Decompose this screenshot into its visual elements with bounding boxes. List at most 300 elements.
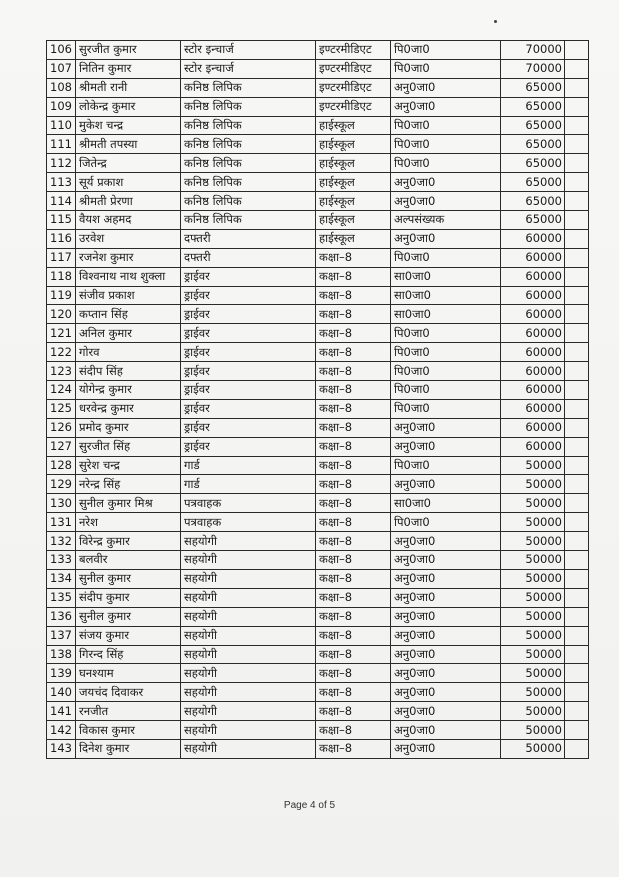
category-cell: पि0जा0 <box>391 381 501 400</box>
category-cell: अनु0जा0 <box>391 739 501 758</box>
salary-cell: 70000 <box>501 59 565 78</box>
salary-cell: 50000 <box>501 551 565 570</box>
category-cell: पि0जा0 <box>391 324 501 343</box>
blank-cell <box>565 645 589 664</box>
name-cell: रनजीत <box>76 702 181 721</box>
qualification-cell: कक्षा–8 <box>316 343 391 362</box>
blank-cell <box>565 456 589 475</box>
table-row <box>47 532 589 551</box>
serial-cell: 118 <box>47 267 76 286</box>
qualification-cell: कक्षा–8 <box>316 532 391 551</box>
category-cell: अनु0जा0 <box>391 437 501 456</box>
name-cell: संजय कुमार <box>76 626 181 645</box>
qualification-cell: कक्षा–8 <box>316 683 391 702</box>
category-cell: अनु0जा0 <box>391 702 501 721</box>
table-row <box>47 305 589 324</box>
qualification-cell: हाईस्कूल <box>316 173 391 192</box>
name-cell: नरेश <box>76 513 181 532</box>
qualification-cell: कक्षा–8 <box>316 588 391 607</box>
salary-cell: 60000 <box>501 437 565 456</box>
blank-cell <box>565 362 589 381</box>
category-cell: अनु0जा0 <box>391 78 501 97</box>
category-cell: अनु0जा0 <box>391 173 501 192</box>
post-cell: कनिष्ठ लिपिक <box>181 192 316 211</box>
table-row <box>47 154 589 173</box>
salary-cell: 70000 <box>501 41 565 60</box>
qualification-cell: कक्षा–8 <box>316 475 391 494</box>
blank-cell <box>565 173 589 192</box>
salary-cell: 50000 <box>501 475 565 494</box>
category-cell: अनु0जा0 <box>391 683 501 702</box>
serial-cell: 135 <box>47 588 76 607</box>
post-cell: ड्राईवर <box>181 362 316 381</box>
qualification-cell: हाईस्कूल <box>316 229 391 248</box>
salary-cell: 50000 <box>501 588 565 607</box>
category-cell: अनु0जा0 <box>391 229 501 248</box>
category-cell: अनु0जा0 <box>391 475 501 494</box>
table-row <box>47 456 589 475</box>
blank-cell <box>565 286 589 305</box>
blank-cell <box>565 135 589 154</box>
table-row <box>47 248 589 267</box>
salary-cell: 50000 <box>501 532 565 551</box>
name-cell: लोकेन्द्र कुमार <box>76 97 181 116</box>
category-cell: अनु0जा0 <box>391 418 501 437</box>
qualification-cell: कक्षा–8 <box>316 721 391 740</box>
name-cell: रजनेश कुमार <box>76 248 181 267</box>
blank-cell <box>565 41 589 60</box>
qualification-cell: कक्षा–8 <box>316 362 391 381</box>
table-row <box>47 343 589 362</box>
qualification-cell: कक्षा–8 <box>316 267 391 286</box>
category-cell: सा0जा0 <box>391 305 501 324</box>
serial-cell: 113 <box>47 173 76 192</box>
post-cell: ड्राईवर <box>181 343 316 362</box>
table-row <box>47 513 589 532</box>
salary-cell: 50000 <box>501 739 565 758</box>
salary-cell: 60000 <box>501 381 565 400</box>
post-cell: सहयोगी <box>181 683 316 702</box>
post-cell: स्टोर इन्चार्ज <box>181 41 316 60</box>
blank-cell <box>565 683 589 702</box>
name-cell: वैयश अहमद <box>76 211 181 230</box>
serial-cell: 115 <box>47 211 76 230</box>
post-cell: कनिष्ठ लिपिक <box>181 135 316 154</box>
serial-cell: 138 <box>47 645 76 664</box>
page-number: Page 4 of 5 <box>283 800 336 811</box>
salary-cell: 65000 <box>501 192 565 211</box>
table-row <box>47 211 589 230</box>
table-row <box>47 286 589 305</box>
name-cell: बलवीर <box>76 551 181 570</box>
name-cell: श्रीमती प्रेरणा <box>76 192 181 211</box>
salary-cell: 60000 <box>501 362 565 381</box>
serial-cell: 114 <box>47 192 76 211</box>
category-cell: पि0जा0 <box>391 154 501 173</box>
post-cell: गार्ड <box>181 475 316 494</box>
serial-cell: 117 <box>47 248 76 267</box>
table-row <box>47 475 589 494</box>
serial-cell: 111 <box>47 135 76 154</box>
qualification-cell: कक्षा–8 <box>316 399 391 418</box>
name-cell: कप्तान सिंह <box>76 305 181 324</box>
qualification-cell: कक्षा–8 <box>316 607 391 626</box>
category-cell: अल्पसंख्यक <box>391 211 501 230</box>
salary-cell: 65000 <box>501 173 565 192</box>
table-row <box>47 78 589 97</box>
post-cell: दफ्तरी <box>181 248 316 267</box>
salary-cell: 65000 <box>501 116 565 135</box>
name-cell: सुरेश चन्द्र <box>76 456 181 475</box>
salary-cell: 60000 <box>501 305 565 324</box>
category-cell: अनु0जा0 <box>391 645 501 664</box>
name-cell: उरवेश <box>76 229 181 248</box>
salary-cell: 60000 <box>501 267 565 286</box>
table-row <box>47 664 589 683</box>
category-cell: पि0जा0 <box>391 59 501 78</box>
serial-cell: 106 <box>47 41 76 60</box>
qualification-cell: कक्षा–8 <box>316 551 391 570</box>
serial-cell: 107 <box>47 59 76 78</box>
post-cell: सहयोगी <box>181 607 316 626</box>
table-row <box>47 569 589 588</box>
serial-cell: 119 <box>47 286 76 305</box>
qualification-cell: हाईस्कूल <box>316 211 391 230</box>
blank-cell <box>565 607 589 626</box>
qualification-cell: हाईस्कूल <box>316 116 391 135</box>
post-cell: ड्राईवर <box>181 381 316 400</box>
qualification-cell: कक्षा–8 <box>316 513 391 532</box>
blank-cell <box>565 381 589 400</box>
name-cell: नरेन्द्र सिंह <box>76 475 181 494</box>
blank-cell <box>565 721 589 740</box>
blank-cell <box>565 97 589 116</box>
post-cell: कनिष्ठ लिपिक <box>181 154 316 173</box>
category-cell: पि0जा0 <box>391 399 501 418</box>
name-cell: गोरव <box>76 343 181 362</box>
serial-cell: 124 <box>47 381 76 400</box>
blank-cell <box>565 437 589 456</box>
table-row <box>47 192 589 211</box>
serial-cell: 142 <box>47 721 76 740</box>
category-cell: पि0जा0 <box>391 135 501 154</box>
name-cell: संदीप कुमार <box>76 588 181 607</box>
qualification-cell: कक्षा–8 <box>316 324 391 343</box>
serial-cell: 132 <box>47 532 76 551</box>
qualification-cell: कक्षा–8 <box>316 286 391 305</box>
serial-cell: 143 <box>47 739 76 758</box>
table-row <box>47 116 589 135</box>
serial-cell: 112 <box>47 154 76 173</box>
name-cell: नितिन कुमार <box>76 59 181 78</box>
post-cell: ड्राईवर <box>181 399 316 418</box>
post-cell: गार्ड <box>181 456 316 475</box>
salary-cell: 60000 <box>501 229 565 248</box>
blank-cell <box>565 305 589 324</box>
post-cell: ड्राईवर <box>181 286 316 305</box>
blank-cell <box>565 324 589 343</box>
category-cell: अनु0जा0 <box>391 588 501 607</box>
table-row <box>47 588 589 607</box>
category-cell: सा0जा0 <box>391 267 501 286</box>
qualification-cell: हाईस्कूल <box>316 192 391 211</box>
blank-cell <box>565 739 589 758</box>
name-cell: जयचंद दिवाकर <box>76 683 181 702</box>
post-cell: पत्रवाहक <box>181 513 316 532</box>
category-cell: अनु0जा0 <box>391 721 501 740</box>
category-cell: सा0जा0 <box>391 494 501 513</box>
post-cell: ड्राईवर <box>181 418 316 437</box>
blank-cell <box>565 229 589 248</box>
salary-cell: 60000 <box>501 286 565 305</box>
table-row <box>47 173 589 192</box>
post-cell: सहयोगी <box>181 645 316 664</box>
serial-cell: 126 <box>47 418 76 437</box>
post-cell: कनिष्ठ लिपिक <box>181 116 316 135</box>
salary-cell: 60000 <box>501 418 565 437</box>
category-cell: पि0जा0 <box>391 456 501 475</box>
post-cell: सहयोगी <box>181 532 316 551</box>
post-cell: ड्राईवर <box>181 267 316 286</box>
name-cell: विरेन्द्र कुमार <box>76 532 181 551</box>
name-cell: योगेन्द्र कुमार <box>76 381 181 400</box>
blank-cell <box>565 569 589 588</box>
table-row <box>47 59 589 78</box>
table-row <box>47 41 589 60</box>
serial-cell: 140 <box>47 683 76 702</box>
name-cell: अनिल कुमार <box>76 324 181 343</box>
table-row <box>47 267 589 286</box>
blank-cell <box>565 702 589 721</box>
name-cell: धरवेन्द्र कुमार <box>76 399 181 418</box>
post-cell: ड्राईवर <box>181 324 316 343</box>
name-cell: दिनेश कुमार <box>76 739 181 758</box>
category-cell: पि0जा0 <box>391 116 501 135</box>
serial-cell: 128 <box>47 456 76 475</box>
table-row <box>47 324 589 343</box>
blank-cell <box>565 494 589 513</box>
category-cell: अनु0जा0 <box>391 551 501 570</box>
qualification-cell: कक्षा–8 <box>316 418 391 437</box>
qualification-cell: कक्षा–8 <box>316 664 391 683</box>
blank-cell <box>565 551 589 570</box>
post-cell: ड्राईवर <box>181 437 316 456</box>
category-cell: अनु0जा0 <box>391 626 501 645</box>
salary-cell: 50000 <box>501 683 565 702</box>
category-cell: पि0जा0 <box>391 248 501 267</box>
post-cell: कनिष्ठ लिपिक <box>181 78 316 97</box>
salary-cell: 50000 <box>501 702 565 721</box>
name-cell: सुरजीत सिंह <box>76 437 181 456</box>
salary-cell: 60000 <box>501 343 565 362</box>
salary-cell: 65000 <box>501 211 565 230</box>
staff-table-body <box>47 41 589 759</box>
serial-cell: 133 <box>47 551 76 570</box>
qualification-cell: कक्षा–8 <box>316 456 391 475</box>
salary-cell: 50000 <box>501 626 565 645</box>
blank-cell <box>565 513 589 532</box>
name-cell: सूर्य प्रकाश <box>76 173 181 192</box>
qualification-cell: कक्षा–8 <box>316 494 391 513</box>
staff-table <box>46 40 589 759</box>
name-cell: संदीप सिंह <box>76 362 181 381</box>
name-cell: विकास कुमार <box>76 721 181 740</box>
name-cell: मुकेश चन्द्र <box>76 116 181 135</box>
blank-cell <box>565 154 589 173</box>
category-cell: अनु0जा0 <box>391 607 501 626</box>
serial-cell: 141 <box>47 702 76 721</box>
post-cell: सहयोगी <box>181 702 316 721</box>
post-cell: पत्रवाहक <box>181 494 316 513</box>
name-cell: जितेन्द्र <box>76 154 181 173</box>
blank-cell <box>565 343 589 362</box>
serial-cell: 122 <box>47 343 76 362</box>
salary-cell: 65000 <box>501 154 565 173</box>
post-cell: सहयोगी <box>181 664 316 683</box>
table-row <box>47 135 589 154</box>
name-cell: सुरजीत कुमार <box>76 41 181 60</box>
qualification-cell: इण्टरमीडिएट <box>316 78 391 97</box>
salary-cell: 50000 <box>501 569 565 588</box>
table-row <box>47 97 589 116</box>
salary-cell: 50000 <box>501 513 565 532</box>
post-cell: ड्राईवर <box>181 305 316 324</box>
serial-cell: 120 <box>47 305 76 324</box>
blank-cell <box>565 211 589 230</box>
blank-cell <box>565 248 589 267</box>
category-cell: सा0जा0 <box>391 286 501 305</box>
serial-cell: 127 <box>47 437 76 456</box>
blank-cell <box>565 418 589 437</box>
table-row <box>47 607 589 626</box>
qualification-cell: हाईस्कूल <box>316 135 391 154</box>
name-cell: श्रीमती तपस्या <box>76 135 181 154</box>
post-cell: कनिष्ठ लिपिक <box>181 173 316 192</box>
qualification-cell: कक्षा–8 <box>316 739 391 758</box>
category-cell: पि0जा0 <box>391 41 501 60</box>
category-cell: पि0जा0 <box>391 362 501 381</box>
serial-cell: 108 <box>47 78 76 97</box>
blank-cell <box>565 116 589 135</box>
salary-cell: 65000 <box>501 97 565 116</box>
serial-cell: 121 <box>47 324 76 343</box>
table-row <box>47 381 589 400</box>
salary-cell: 60000 <box>501 399 565 418</box>
salary-cell: 65000 <box>501 78 565 97</box>
table-row <box>47 721 589 740</box>
blank-cell <box>565 532 589 551</box>
salary-cell: 50000 <box>501 607 565 626</box>
post-cell: सहयोगी <box>181 739 316 758</box>
category-cell: अनु0जा0 <box>391 192 501 211</box>
serial-cell: 139 <box>47 664 76 683</box>
name-cell: प्रमोद कुमार <box>76 418 181 437</box>
name-cell: सुनील कुमार <box>76 569 181 588</box>
serial-cell: 129 <box>47 475 76 494</box>
category-cell: अनु0जा0 <box>391 664 501 683</box>
qualification-cell: कक्षा–8 <box>316 702 391 721</box>
table-row <box>47 702 589 721</box>
table-row <box>47 437 589 456</box>
table-row <box>47 645 589 664</box>
blank-cell <box>565 59 589 78</box>
scan-speck <box>494 20 497 23</box>
serial-cell: 123 <box>47 362 76 381</box>
qualification-cell: कक्षा–8 <box>316 569 391 588</box>
blank-cell <box>565 588 589 607</box>
serial-cell: 130 <box>47 494 76 513</box>
blank-cell <box>565 626 589 645</box>
name-cell: सुनील कुमार मिश्र <box>76 494 181 513</box>
salary-cell: 60000 <box>501 248 565 267</box>
name-cell: सुनील कुमार <box>76 607 181 626</box>
qualification-cell: इण्टरमीडिएट <box>316 41 391 60</box>
name-cell: विश्वनाथ नाथ शुक्ला <box>76 267 181 286</box>
salary-cell: 50000 <box>501 721 565 740</box>
serial-cell: 125 <box>47 399 76 418</box>
serial-cell: 134 <box>47 569 76 588</box>
name-cell: घनश्याम <box>76 664 181 683</box>
table-row <box>47 494 589 513</box>
serial-cell: 110 <box>47 116 76 135</box>
salary-cell: 50000 <box>501 494 565 513</box>
category-cell: अनु0जा0 <box>391 97 501 116</box>
post-cell: सहयोगी <box>181 569 316 588</box>
table-row <box>47 551 589 570</box>
post-cell: सहयोगी <box>181 588 316 607</box>
post-cell: कनिष्ठ लिपिक <box>181 97 316 116</box>
qualification-cell: इण्टरमीडिएट <box>316 97 391 116</box>
category-cell: पि0जा0 <box>391 513 501 532</box>
blank-cell <box>565 475 589 494</box>
post-cell: सहयोगी <box>181 721 316 740</box>
salary-cell: 50000 <box>501 456 565 475</box>
table-row <box>47 399 589 418</box>
category-cell: पि0जा0 <box>391 343 501 362</box>
table-row <box>47 683 589 702</box>
qualification-cell: कक्षा–8 <box>316 305 391 324</box>
name-cell: संजीव प्रकाश <box>76 286 181 305</box>
qualification-cell: कक्षा–8 <box>316 381 391 400</box>
post-cell: सहयोगी <box>181 551 316 570</box>
table-row <box>47 626 589 645</box>
post-cell: स्टोर इन्चार्ज <box>181 59 316 78</box>
post-cell: कनिष्ठ लिपिक <box>181 211 316 230</box>
salary-cell: 60000 <box>501 324 565 343</box>
blank-cell <box>565 267 589 286</box>
blank-cell <box>565 78 589 97</box>
category-cell: अनु0जा0 <box>391 532 501 551</box>
salary-cell: 50000 <box>501 664 565 683</box>
blank-cell <box>565 399 589 418</box>
serial-cell: 136 <box>47 607 76 626</box>
serial-cell: 116 <box>47 229 76 248</box>
table-row <box>47 739 589 758</box>
salary-cell: 50000 <box>501 645 565 664</box>
name-cell: गिरन्द सिंह <box>76 645 181 664</box>
table-row <box>47 418 589 437</box>
qualification-cell: कक्षा–8 <box>316 437 391 456</box>
category-cell: अनु0जा0 <box>391 569 501 588</box>
blank-cell <box>565 664 589 683</box>
table-row <box>47 229 589 248</box>
serial-cell: 109 <box>47 97 76 116</box>
serial-cell: 131 <box>47 513 76 532</box>
qualification-cell: कक्षा–8 <box>316 645 391 664</box>
qualification-cell: हाईस्कूल <box>316 154 391 173</box>
table-row <box>47 362 589 381</box>
post-cell: सहयोगी <box>181 626 316 645</box>
